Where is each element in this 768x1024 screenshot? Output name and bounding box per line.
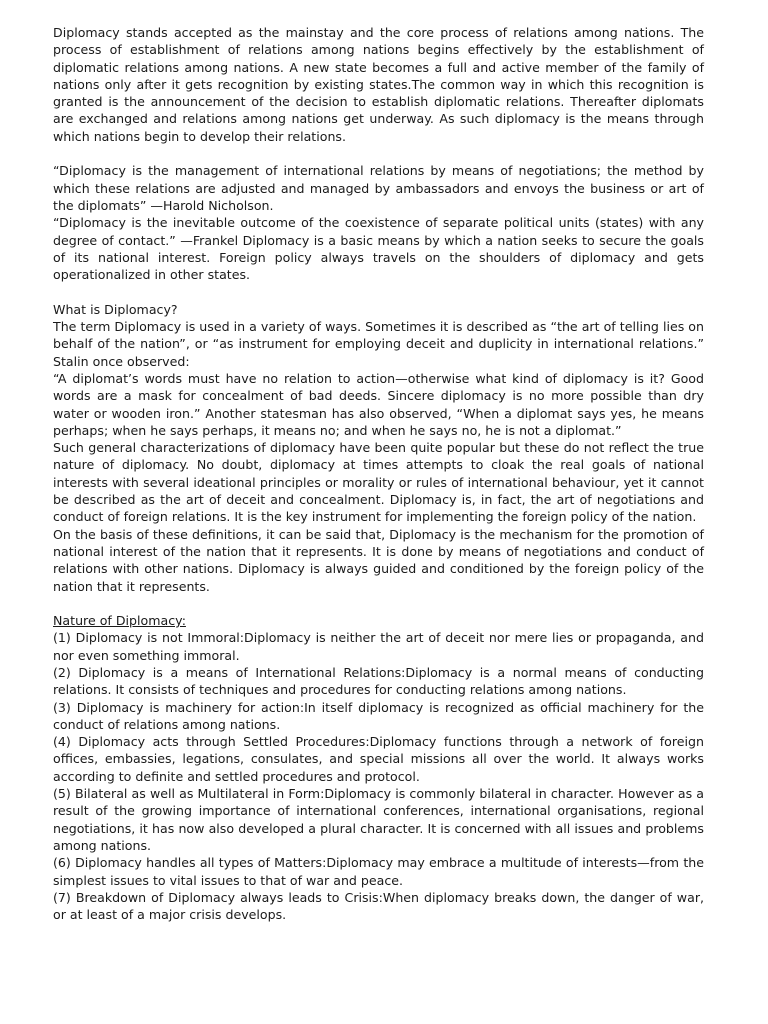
intro-paragraph: Diplomacy stands accepted as the mainstay and the core process of relations among nations. The process of establishment of relations among nations begins effectively by the establishment of diplomatic relations among nations. A new state becomes a full and active member of the family of nations only after it gets recognition by existing states.The common way in which this recognition is granted is the announcement of the decision to establish diplomatic relations. Thereafter diplomats are exchanged and relations among nations get underway. As such diplomacy is the means through which nations begin to develop their relations.	[53, 25, 704, 144]
nature-point: (7) Breakdown of Diplomacy always leads to Crisis:When diplomacy breaks down, the danger of war, or at least of a major crisis develops.	[53, 889, 704, 923]
paragraph-gap	[53, 595, 704, 612]
nature-heading	[53, 612, 704, 629]
nicholson-quote: “Diplomacy is the management of international relations by means of negotiations; the method by which these relations are adjusted and managed by ambassadors and envoys the business or art of the diplomats” —Harold Nicholson.	[53, 163, 704, 213]
nature-point: (2) Diplomacy is a means of International Relations:Diplomacy is a normal means of conducting relations. It consists of techniques and procedures for conducting relations among nations.	[53, 664, 704, 698]
nature-point: (1) Diplomacy is not Immoral:Diplomacy is neither the art of deceit nor mere lies or propaganda, and nor even something immoral.	[53, 630, 704, 663]
stalin-quote: “A diplomat’s words must have no relation to action—otherwise what kind of diplomacy is it? Good words are a mask for concealment of bad deeds. Sincere diplomacy is no more possible than dry water or wooden iron.” Another statesman has also observed, “When a diplomat says yes, he means perhaps; when he says perhaps, it means no; and when he says no, he is not a diplomat.”	[53, 370, 704, 438]
paragraph-gap	[53, 283, 704, 300]
definition-paragraph: On the basis of these definitions, it can be said that, Diplomacy is the mechanism for the promotion of national interest of the nation that it represents. It is done by means of negotiations and conduct of relations with other nations. Diplomacy is always guided and conditioned by the foreign policy of the nation that it represents.	[53, 526, 704, 594]
what-is-heading: What is Diplomacy?	[53, 301, 178, 317]
nature-point: (3) Diplomacy is machinery for action:In itself diplomacy is recognized as official machinery for the conduct of relations among nations.	[53, 699, 704, 732]
nature-heading-text: Nature of Diplomacy:	[53, 613, 186, 629]
paragraph-gap	[53, 145, 704, 162]
nature-point: (4) Diplomacy acts through Settled Procedures:Diplomacy functions through a network of foreign offices, embassies, legations, consulates, and special missions all over the world. It always works according to definite and settled procedures and protocol.	[53, 734, 704, 784]
frankel-quote: “Diplomacy is the inevitable outcome of the coexistence of separate political units (states) with any degree of contact.” —Frankel Diplomacy is a basic means by which a nation seeks to secure the goals of its national interest. Foreign policy always travels on the shoulders of diplomacy and gets operationalized in other states.	[53, 215, 704, 283]
nature-point: (6) Diplomacy handles all types of Matters:Diplomacy may embrace a multitude of interests—from the simplest issues to vital issues to that of war and peace.	[53, 855, 704, 888]
nature-point: (5) Bilateral as well as Multilateral in Form:Diplomacy is commonly bilateral in character. However as a result of the growing importance of international conferences, international organisations, regional negotiations, it has now also developed a plural character. It is concerned with all issues and problems among nations.	[53, 786, 704, 853]
characterization-paragraph: Such general characterizations of diplomacy have been quite popular but these do not reflect the true nature of diplomacy. No doubt, diplomacy at times attempts to cloak the real goals of national interests with several ideational principles or morality or rules of international behaviour, yet it cannot be described as the art of deceit and concealment. Diplomacy is, in fact, the art of negotiations and conduct of foreign relations. It is the key instrument for implementing the foreign policy of the nation.	[53, 440, 704, 525]
what-is-paragraph: The term Diplomacy is used in a variety of ways. Sometimes it is described as “the art of telling lies on behalf of the nation”, or “as instrument for employing deceit and duplicity in international relations.” Stalin once observed:	[53, 319, 704, 369]
